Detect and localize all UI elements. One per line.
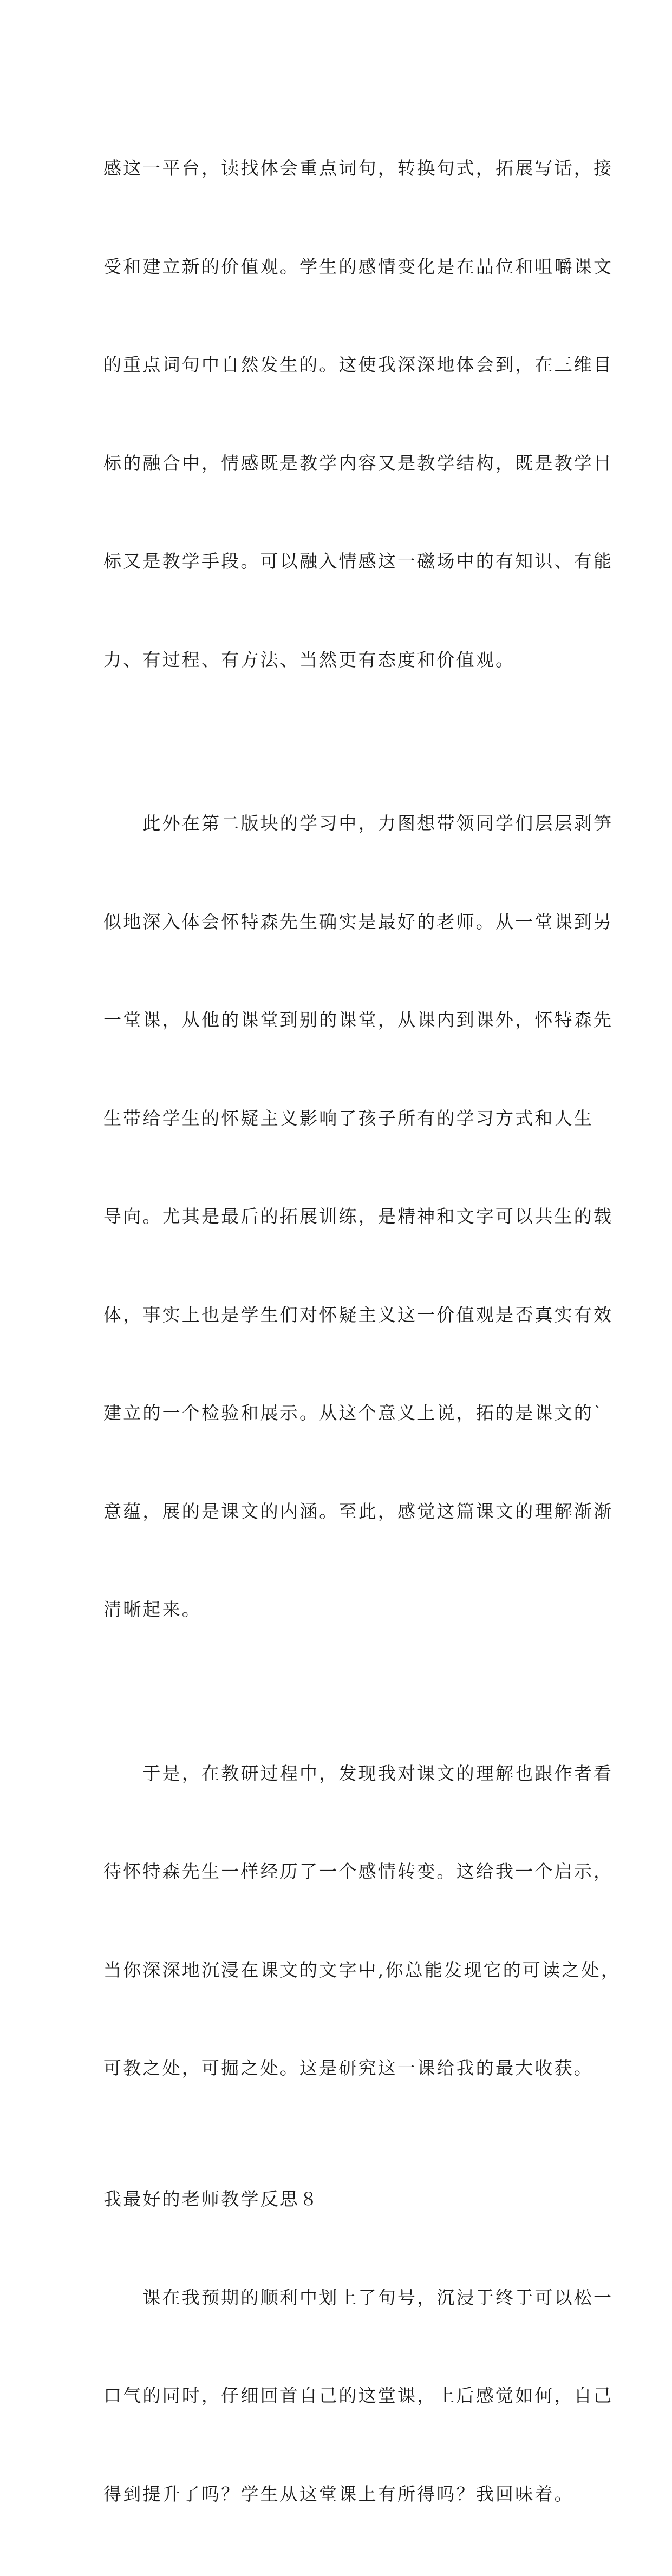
text-line: 建立的一个检验和展示。从这个意义上说，拓的是课文的` [103,1397,575,1430]
text-line: 口气的同时，仔细回首自己的这堂课，上后感觉如何，自己 [103,2379,575,2412]
text-line: 一堂课，从他的课堂到别的课堂，从课内到课外，怀特森先 [103,1004,575,1037]
text-line: 力、有过程、有方法、当然更有态度和价值观。 [103,644,575,677]
section-spacer [103,2150,575,2183]
document-page [0,0,672,950]
paragraph-4 [103,2216,575,2576]
text-line: 待怀特森先生一样经历了一个感情转变。这给我一个启示， [103,1855,575,1888]
text-line: 似地深入体会怀特森先生确实是最好的老师。从一堂课到另 [103,906,575,939]
text-line: 当你深深地沉浸在课文的文字中,你总能发现它的可读之处， [103,1954,575,1987]
text-line: 课在我预期的顺利中划上了句号，沉浸于终于可以松一 [103,2281,575,2315]
text-line: 可教之处，可掘之处。这是研究这一课给我的最大收获。 [103,2052,575,2085]
paragraph-1 [103,87,575,742]
text-line: 受和建立新的价值观。学生的感情变化是在品位和咀嚼课文 [103,251,575,284]
text-line: 感这一平台，读找体会重点词句，转换句式，拓展写话，接 [103,152,575,185]
text-line: 于是，在教研过程中，发现我对课文的理解也跟作者看 [103,1757,575,1790]
text-line: 此外在第二版块的学习中，力图想带领同学们层层剥笋 [103,807,575,840]
text-line: 体，事实上也是学生们对怀疑主义这一价值观是否真实有效 [103,1299,575,1332]
paragraph-2 [103,742,575,1692]
text-line: 生带给学生的怀疑主义影响了孩子所有的学习方式和人生 [103,1102,575,1135]
text-line: 意蕴，展的是课文的内涵。至此，感觉这篇课文的理解渐渐 [103,1495,575,1528]
document-body [103,87,575,2576]
text-line: 的重点词句中自然发生的。这使我深深地体会到，在三维目 [103,349,575,382]
text-line: 得到提升了吗？学生从这堂课上有所得吗？我回味着。 [103,2478,575,2511]
text-line: 标的融合中，情感既是教学内容又是教学结构，既是教学目 [103,447,575,480]
text-line: 导向。尤其是最后的拓展训练，是精神和文字可以共生的载 [103,1200,575,1233]
text-line: 清晰起来。 [103,1593,575,1626]
section-heading: 我最好的老师教学反思８ [103,2183,575,2216]
text-line: 标又是教学手段。可以融入情感这一磁场中的有知识、有能 [103,545,575,578]
paragraph-3 [103,1692,575,2150]
